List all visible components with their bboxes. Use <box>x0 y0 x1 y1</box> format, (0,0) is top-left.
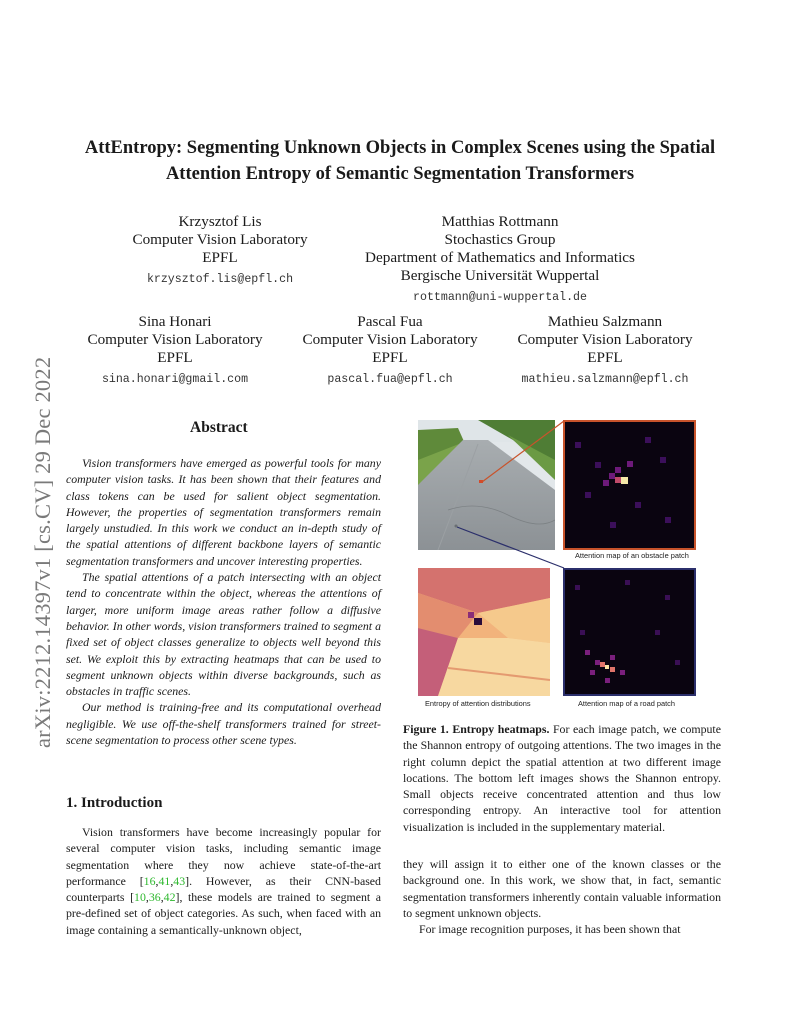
intro-text: Vision transformers have become increasingly popular for several computer vision tasks, including semantic image segmentation where they now achieve state-of-the-art performance [ <box>66 825 381 888</box>
author-email[interactable]: rottmann@uni-wuppertal.de <box>413 291 587 304</box>
figure-caption-label: Figure 1. <box>403 722 449 736</box>
figure-sublabel: Attention map of a road patch <box>578 699 675 708</box>
author-affiliation: EPFL <box>157 349 193 366</box>
abstract-paragraph: Vision transformers have emerged as powerful tools for many computer vision tasks. It has been shown that their features and class tokens can be used for salient object segmentation. However, the properties of segmentation transformers remain largely unstudied. In this work we conduct an in-depth study of the spatial attentions of different backbone layers of semantic segmentation transformers and uncover interesting properties. <box>66 456 381 568</box>
citation-link[interactable]: 10 <box>134 890 146 905</box>
author-affiliation: Computer Vision Laboratory <box>132 231 308 248</box>
author-name: Sina Honari <box>138 313 212 330</box>
title-line-2: Attention Entropy of Semantic Segmentation Transformers <box>165 164 635 184</box>
author-email[interactable]: pascal.fua@epfl.ch <box>327 373 453 386</box>
figure-caption <box>403 721 721 835</box>
intro-paragraph: they will assign it to either one of the known classes or the background one. In this work, we show that, in fact, semantic segmentation transformers inherently contain valuable information to segment unknown objects. <box>403 857 721 920</box>
figure-sublabel: Attention map of an obstacle patch <box>575 551 689 560</box>
author-name: Pascal Fua <box>357 313 423 330</box>
author-email[interactable]: mathieu.salzmann@epfl.ch <box>521 373 689 386</box>
author-affiliation: Computer Vision Laboratory <box>302 331 478 348</box>
author-email[interactable]: krzysztof.lis@epfl.ch <box>146 273 294 286</box>
intro-text: ]. However, as their CNN-based counterparts [ <box>66 873 381 905</box>
section-heading: 1. Introduction <box>66 795 163 811</box>
figure-sublabel: Entropy of attention distributions <box>425 699 531 708</box>
title-line-1: AttEntropy: Segmenting Unknown Objects in Complex Scenes using the Spatial <box>84 138 716 158</box>
author-affiliation: Stochastics Group <box>444 231 556 248</box>
citation-link[interactable]: 36 <box>148 890 161 905</box>
arxiv-stamp-text: arXiv:2212.14397v1 [cs.CV] 29 Dec 2022 <box>30 356 55 748</box>
abstract-paragraph: Our method is training-free and its computational overhead negligible. We use off-the-shelf transformers trained for street-scene segmentation to process other scene types. <box>66 700 381 748</box>
author-affiliation: Computer Vision Laboratory <box>87 331 263 348</box>
author-affiliation: EPFL <box>202 249 238 266</box>
figure-caption-text: For each image patch, we compute the Shannon entropy of outgoing attentions. The two images in the right column depict the spatial attention at two different image locations. The bottom left images shows the Shannon entropy. Small objects receive concentrated attention and thus low corresponding entropy. An interactive tool for attention visualization is included in the supplementary material. <box>403 722 721 834</box>
author-affiliation: Computer Vision Laboratory <box>517 331 693 348</box>
author-name: Mathieu Salzmann <box>547 313 663 330</box>
author-name: Matthias Rottmann <box>441 213 559 230</box>
intro-text: ], these models are trained to segment a pre-defined set of object categories. As such, when faced with an image containing a semantically-unknown object, <box>66 890 381 937</box>
abstract-paragraph: The spatial attentions of a patch intersecting with an object tend to concentrate within the object, whereas the attentions of larger, more uniform image areas rather follow a diffusive behavior. In other words, vision transformers trained to segment a fixed set of object classes generalize to objects well beyond this set. We exploit this by extracting heatmaps that can be used to segment unknown objects within diverse backgrounds, such as obstacles in traffic scenes. <box>66 570 381 699</box>
intro-paragraph: For image recognition purposes, it has been shown that <box>419 922 681 937</box>
citation-link[interactable]: 16 <box>143 873 156 888</box>
author-affiliation: Department of Mathematics and Informatics <box>365 249 635 266</box>
author-affiliation: Bergische Universität Wuppertal <box>400 267 600 284</box>
intro-paragraph: Vision transformers have become increasingly popular for several computer vision tasks, including semantic image segmentation where they now achieve state-of-the-art performance [16,41,43]. However, as their CNN-based counterparts [10,36,42], these models are trained to segment a pre-defined set of object categories. As such, when faced with an image containing a semantically-unknown object, <box>66 825 381 937</box>
citation-link[interactable]: 42 <box>163 890 176 905</box>
author-name: Krzysztof Lis <box>178 213 262 230</box>
figure-caption-title: Entropy heatmaps. <box>452 722 550 736</box>
author-affiliation: EPFL <box>587 349 623 366</box>
citation-link[interactable]: 43 <box>173 873 186 888</box>
author-affiliation: EPFL <box>372 349 408 366</box>
citation-link[interactable]: 41 <box>158 873 171 888</box>
author-email[interactable]: sina.honari@gmail.com <box>101 373 249 386</box>
abstract-heading: Abstract <box>190 419 248 436</box>
